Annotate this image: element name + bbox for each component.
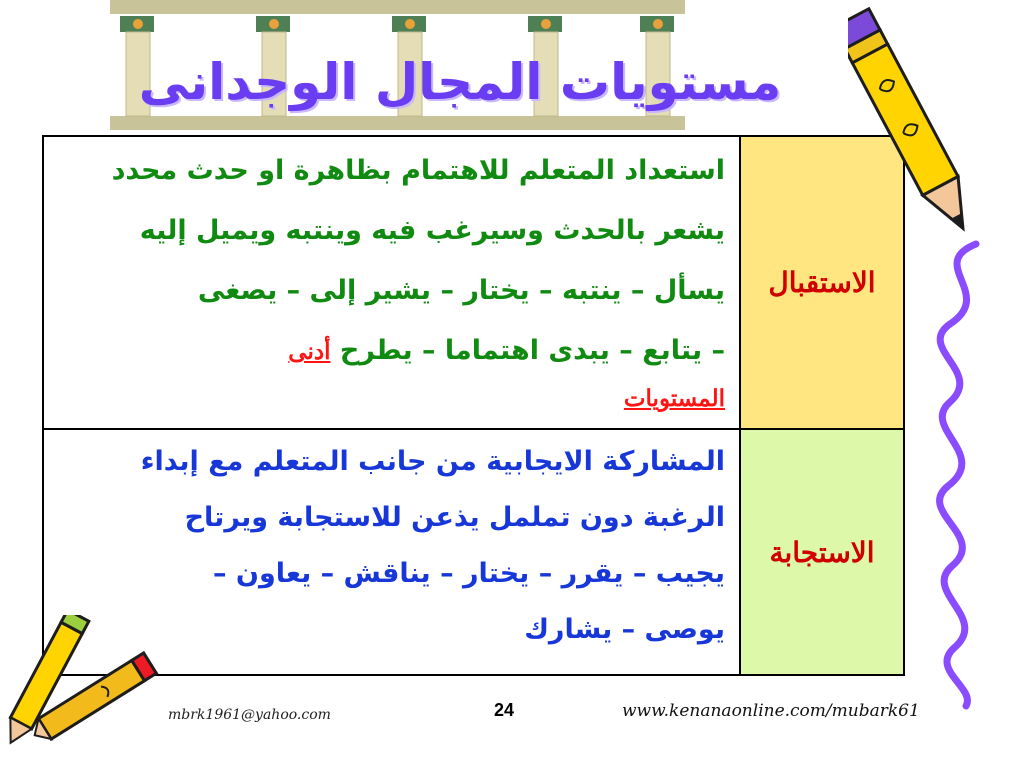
receiving-line-4 bbox=[52, 321, 725, 381]
pencils-icon bbox=[0, 615, 160, 768]
response-line-2: الرغبة دون تململ يذعن للاستجابة ويرتاح bbox=[184, 502, 725, 533]
table-row-response bbox=[43, 429, 904, 675]
response-line-4: يوصى – يشارك bbox=[524, 614, 725, 645]
response-line-1: المشاركة الايجابية من جانب المتعلم مع إبداء bbox=[140, 446, 725, 477]
response-line-3: يجيب – يقرر – يختار – يناقش – يعاون – bbox=[213, 558, 725, 589]
affective-levels-table bbox=[42, 135, 905, 676]
receiving-line-2: يشعر بالحدث وسيرغب فيه وينتبه ويميل إليه bbox=[139, 215, 725, 246]
footer-email: mbrk1961@yahoo.com bbox=[168, 707, 331, 723]
receiving-line-3: يسأل – ينتبه – يختار – يشير إلى – يصغى bbox=[197, 275, 725, 306]
level-name-receiving: الاستقبال bbox=[740, 136, 904, 429]
receiving-line-1: استعداد المتعلم للاهتمام بظاهرة او حدث محدد bbox=[111, 155, 725, 186]
pencil-icon bbox=[848, 0, 968, 250]
receiving-line-4-text: – يتابع – يبدى اهتماما – يطرح bbox=[339, 335, 725, 366]
level-name-response: الاستجابة bbox=[740, 429, 904, 675]
page-number: 24 bbox=[494, 700, 515, 720]
slide-title: مستويات المجال الوجدانى bbox=[138, 53, 782, 111]
level-description-receiving bbox=[43, 136, 740, 429]
table-row-receiving bbox=[43, 136, 904, 429]
wavy-line bbox=[920, 240, 1000, 710]
footer-url: www.kenanaonline.com/mubark61 bbox=[622, 701, 920, 721]
lowest-level-note-end: المستويات bbox=[623, 385, 725, 411]
lowest-level-note: أدنى bbox=[288, 338, 331, 364]
